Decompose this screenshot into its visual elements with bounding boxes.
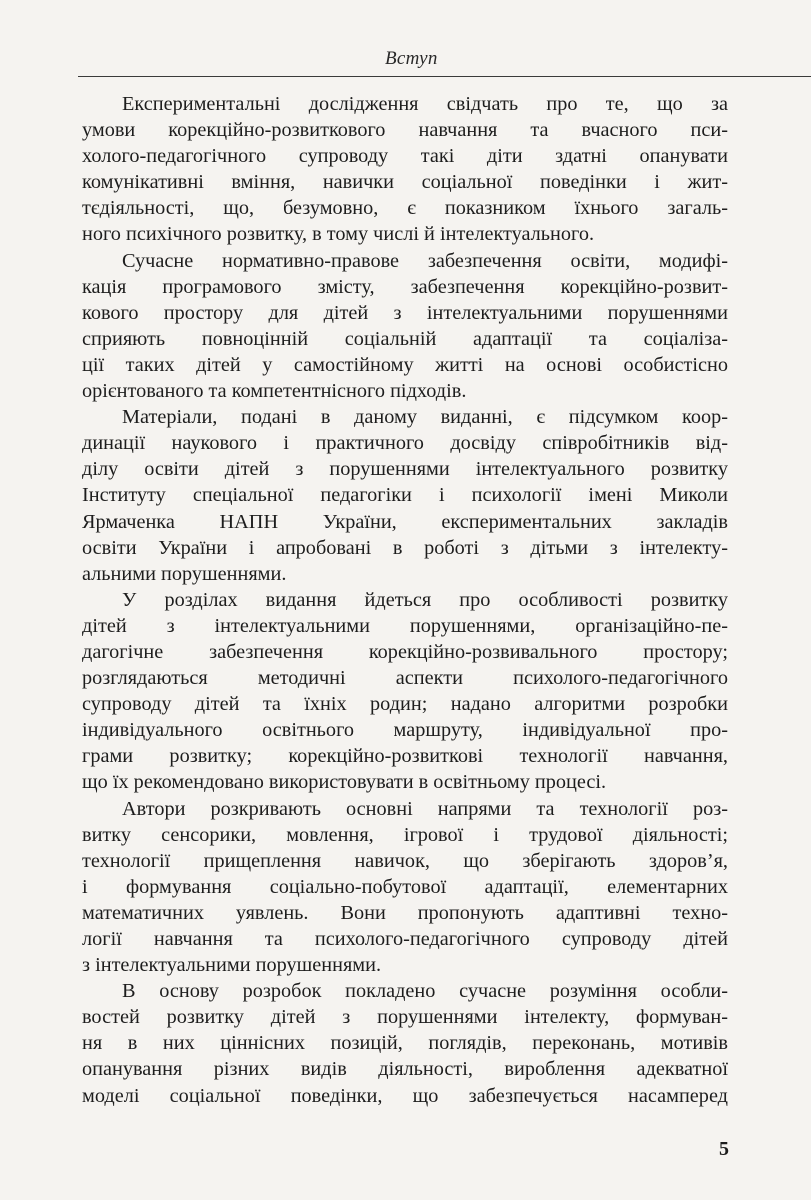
text-line: дагогічне забезпечення корекційно-розвивального простору;: [82, 640, 728, 663]
text-line: математичних уявлень. Вони пропонують адаптивні техно-: [82, 901, 728, 924]
paragraph: [82, 248, 728, 405]
text-line: умови корекційно-розвиткового навчання та вчасного пси-: [82, 119, 728, 142]
running-head-title: Вступ: [385, 48, 438, 69]
text-line: динації наукового і практичного досвіду співробітників від-: [82, 432, 728, 455]
text-line: і формування соціально-побутової адаптації, елементарних: [82, 875, 728, 898]
paragraph: [82, 796, 728, 979]
text-line: востей розвитку дітей з порушеннями інтелекту, формуван-: [82, 1006, 728, 1029]
text-line: технології прищеплення навичок, що зберігають здоров’я,: [82, 849, 728, 872]
text-line: розглядаються методичні аспекти психолого-педагогічного: [82, 667, 728, 690]
text-line: кового простору для дітей з інтелектуальними порушеннями: [82, 301, 728, 324]
text-line: Сучасне нормативно-правове забезпечення освіти, модифі-: [122, 249, 728, 272]
body-text: [82, 91, 728, 1109]
text-line: орієнтованого та компетентнісного підходів.: [82, 380, 467, 403]
page-number: 5: [719, 1138, 729, 1160]
text-line: опанування різних видів діяльності, вироблення адекватної: [82, 1058, 728, 1081]
text-line: індивідуального освітнього маршруту, індивідуальної про-: [82, 719, 728, 742]
text-line: грами розвитку; корекційно-розвиткові технології навчання,: [82, 745, 728, 768]
text-line: Інституту спеціальної педагогіки і психології імені Миколи: [82, 484, 728, 507]
text-line: Ярмаченка НАПН України, експериментальних закладів: [82, 510, 728, 533]
text-line: з інтелектуальними порушеннями.: [82, 954, 382, 977]
text-line: ділу освіти дітей з порушеннями інтелектуального розвитку: [82, 458, 728, 481]
text-line: ції таких дітей у самостійному житті на основі особистісно: [82, 353, 728, 376]
text-line: супроводу дітей та їхніх родин; надано алгоритми розробки: [82, 693, 728, 716]
text-line: ня в них ціннісних позицій, поглядів, переконань, мотивів: [82, 1032, 728, 1055]
text-line: У розділах видання йдеться про особливості розвитку: [122, 588, 728, 611]
text-line: тєдіяльності, що, безумовно, є показником їхнього загаль-: [82, 197, 728, 220]
text-line: витку сенсорики, мовлення, ігрової і трудової діяльності;: [82, 823, 728, 846]
text-line: холого-педагогічного супроводу такі діти здатні опанувати: [82, 145, 728, 168]
text-line: Матеріали, подані в даному виданні, є підсумком коор-: [122, 406, 728, 429]
paragraph: [82, 404, 728, 587]
text-line: дітей з інтелектуальними порушеннями, організаційно-пе-: [82, 614, 728, 637]
text-line: моделі соціальної поведінки, що забезпечується насамперед: [82, 1084, 728, 1107]
text-line: Експериментальні дослідження свідчать про те, що за: [122, 93, 728, 115]
text-line: В основу розробок покладено сучасне розуміння особли-: [122, 980, 728, 1003]
text-line: альними порушеннями.: [82, 562, 287, 585]
text-line: ного психічного розвитку, в тому числі й інтелектуального.: [82, 223, 595, 246]
text-line: освіти України і апробовані в роботі з дітьми з інтелекту-: [82, 536, 728, 559]
text-line: Автори розкривають основні напрями та технології роз-: [122, 797, 728, 820]
text-line: логії навчання та психолого-педагогічного супроводу дітей: [82, 928, 728, 950]
text-line: сприяють повноцінній соціальній адаптації та соціаліза-: [82, 327, 728, 350]
paragraph: [82, 978, 728, 1108]
text-line: комунікативні вміння, навички соціальної поведінки і жит-: [82, 171, 728, 194]
header-rule: [78, 76, 811, 77]
paragraph: [82, 587, 728, 796]
text-line: кація програмового змісту, забезпечення корекційно-розвит-: [82, 275, 728, 298]
text-line: що їх рекомендовано використовувати в освітньому процесі.: [82, 771, 607, 794]
paragraph: [82, 91, 728, 248]
